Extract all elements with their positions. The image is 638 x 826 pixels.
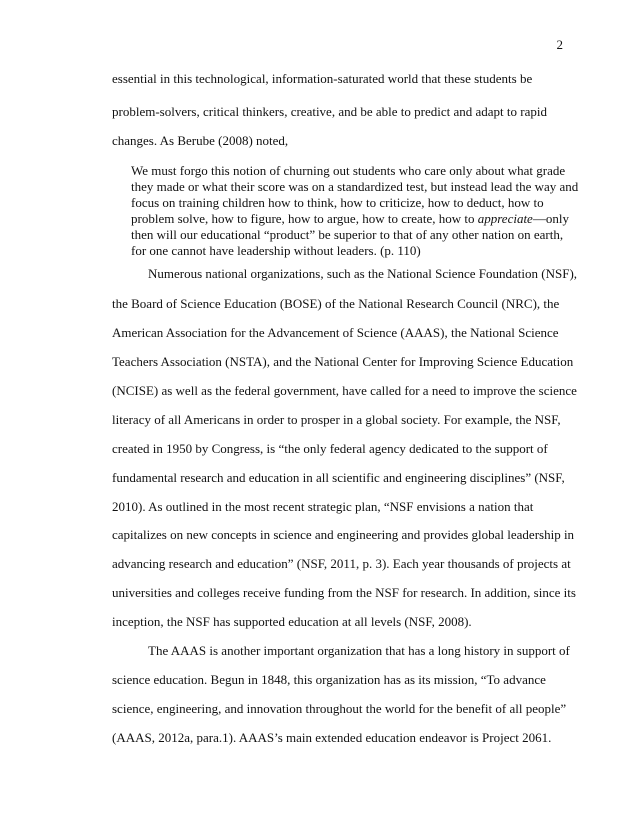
quote-line-4-text: problem solve, how to figure, how to argue, how to create, how to — [131, 211, 478, 226]
para3-line-3: science, engineering, and innovation throughout the world for the benefit of all people” — [112, 701, 567, 716]
para2-line-12: universities and colleges receive funding from the NSF for research. In addition, since its — [112, 585, 576, 600]
para2-line-4: Teachers Association (NSTA), and the National Center for Improving Science Education — [112, 354, 574, 369]
para2-line-13: inception, the NSF has supported education at all levels (NSF, 2008). — [112, 614, 472, 629]
para1-line-1: essential in this technological, information-saturated world that these students be — [112, 71, 533, 86]
para2-line-5: (NCISE) as well as the federal government, have called for a need to improve the science — [112, 383, 577, 398]
para3-line-2: science education. Begun in 1848, this organization has as its mission, “To advance — [112, 672, 546, 687]
para2-line-11: advancing research and education” (NSF, 2011, p. 3). Each year thousands of projects at — [112, 556, 571, 571]
para2-line-8: fundamental research and education in all scientific and engineering disciplines” (NSF, — [112, 470, 565, 485]
para1-line-3: changes. As Berube (2008) noted, — [112, 133, 289, 148]
para2-line-2: the Board of Science Education (BOSE) of the National Research Council (NRC), the — [112, 296, 560, 311]
para3-line-1: The AAAS is another important organization that has a long history in support of — [148, 643, 570, 658]
para2-line-10: capitalizes on new concepts in science and engineering and provides global leadership in — [112, 527, 575, 542]
para2-line-3: American Association for the Advancement of Science (AAAS), the National Science — [112, 325, 559, 340]
quote-line-2: they made or what their score was on a standardized test, but instead lead the way and — [131, 179, 579, 194]
quote-line-6: for one cannot have leadership without leaders. (p. 110) — [131, 243, 421, 258]
para3-line-4: (AAAS, 2012a, para.1). AAAS’s main extended education endeavor is Project 2061. — [112, 730, 552, 745]
quote-line-1: We must forgo this notion of churning out students who care only about what grade — [131, 163, 566, 178]
quote-line-4 — [131, 211, 569, 227]
para2-line-9: 2010). As outlined in the most recent strategic plan, “NSF envisions a nation that — [112, 499, 534, 514]
quote-line-3: focus on training children how to think, how to criticize, how to deduct, how to — [131, 195, 544, 210]
quote-after-emphasis: —only — [532, 211, 569, 226]
para2-line-1: Numerous national organizations, such as the National Science Foundation (NSF), — [148, 266, 578, 281]
para2-line-7: created in 1950 by Congress, is “the only federal agency dedicated to the support of — [112, 441, 548, 456]
page-number: 2 — [556, 37, 563, 52]
para2-line-6: literacy of all Americans in order to prosper in a global society. For example, the NSF, — [112, 412, 561, 427]
quote-line-5: then will our educational “product” be superior to that of any other nation on earth, — [131, 227, 564, 242]
para1-line-2: problem-solvers, critical thinkers, creative, and be able to predict and adapt to rapid — [112, 104, 547, 119]
quote-emphasis: appreciate — [477, 211, 533, 226]
